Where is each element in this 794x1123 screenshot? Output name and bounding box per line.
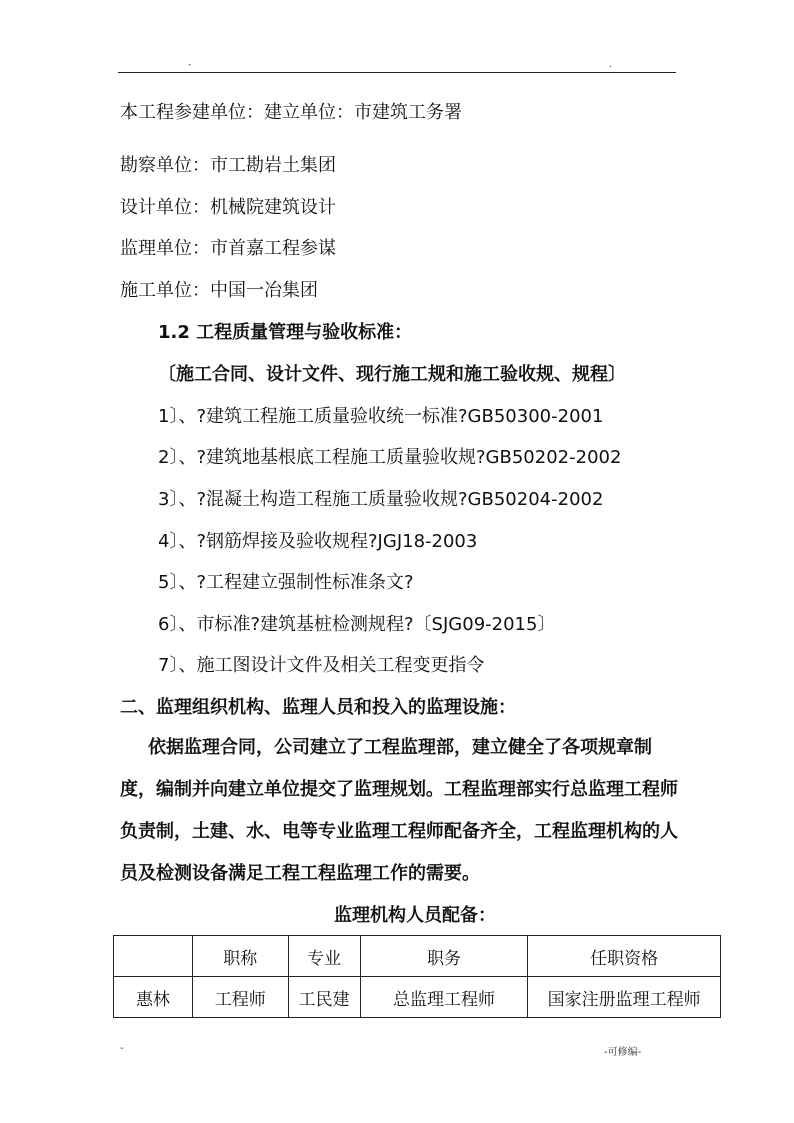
table-cell: 总监理工程师 (360, 977, 528, 1018)
table-header-cell: 任职资格 (528, 936, 721, 977)
table-caption: 监理机构人员配备： (334, 905, 496, 926)
participants-line-3: 设计单位：机械院建筑设计 (120, 197, 336, 218)
standard-item: 1〕、?建筑工程施工质量验收统一标准?GB50300-2001 (158, 406, 604, 427)
participants-line-5: 施工单位：中国一冶集团 (120, 280, 318, 301)
header-rule (118, 72, 676, 73)
participants-line-1: 本工程参建单位：建立单位：市建筑工务署 (120, 102, 462, 123)
table-header-row (114, 936, 721, 977)
staff-table (113, 935, 721, 1018)
table-header-cell: 职称 (192, 936, 288, 977)
standard-item: 7〕、施工图设计文件及相关工程变更指令 (158, 655, 485, 676)
participants-line-2: 勘察单位：市工勘岩土集团 (120, 155, 336, 176)
header-left-mark: - (188, 60, 192, 70)
table-cell: 工民建 (288, 977, 360, 1018)
table-cell: 惠林 (114, 977, 193, 1018)
footer-right-text: -可修编- (604, 1047, 642, 1058)
section-1-2-subtitle: 〔施工合同、设计文件、现行施工规和施工验收规、规程〕 (158, 364, 626, 385)
table-header-cell: 专业 (288, 936, 360, 977)
table-header-cell (114, 936, 193, 977)
table-cell: 工程师 (192, 977, 288, 1018)
participants-line-4: 监理单位：市首嘉工程参谋 (120, 238, 336, 259)
table-row (114, 977, 721, 1018)
standard-item: 3〕、?混凝土构造工程施工质量验收规?GB50204-2002 (158, 489, 604, 510)
section-2-title: 二、监理组织机构、监理人员和投入的监理设施： (120, 697, 516, 718)
table-header-cell: 职务 (360, 936, 528, 977)
footer-left-mark: - (120, 1043, 124, 1054)
standard-item: 2〕、?建筑地基根底工程施工质量验收规?GB50202-2002 (158, 447, 622, 468)
header-right-mark: . (609, 60, 612, 70)
standard-item: 4〕、?钢筋焊接及验收规程?JGJ18-2003 (158, 531, 478, 552)
standard-item: 5〕、?工程建立强制性标准条文? (158, 572, 414, 593)
section-1-2-title: 1.2 工程质量管理与验收标准： (158, 322, 413, 343)
section-2-paragraph: 依据监理合同，公司建立了工程监理部，建立健全了各项规章制度，编制并向建立单位提交了监理规划。工程监理部实行总监理工程师负责制，土建、水、电等专业监理工程师配备齐全，工程监理机构的人员及检测设备满足工程工程监理工作的需要。 (120, 737, 678, 884)
standard-item: 6〕、市标准?建筑基桩检测规程?〔SJG09-2015〕 (158, 614, 556, 635)
table-cell: 国家注册监理工程师 (528, 977, 721, 1018)
